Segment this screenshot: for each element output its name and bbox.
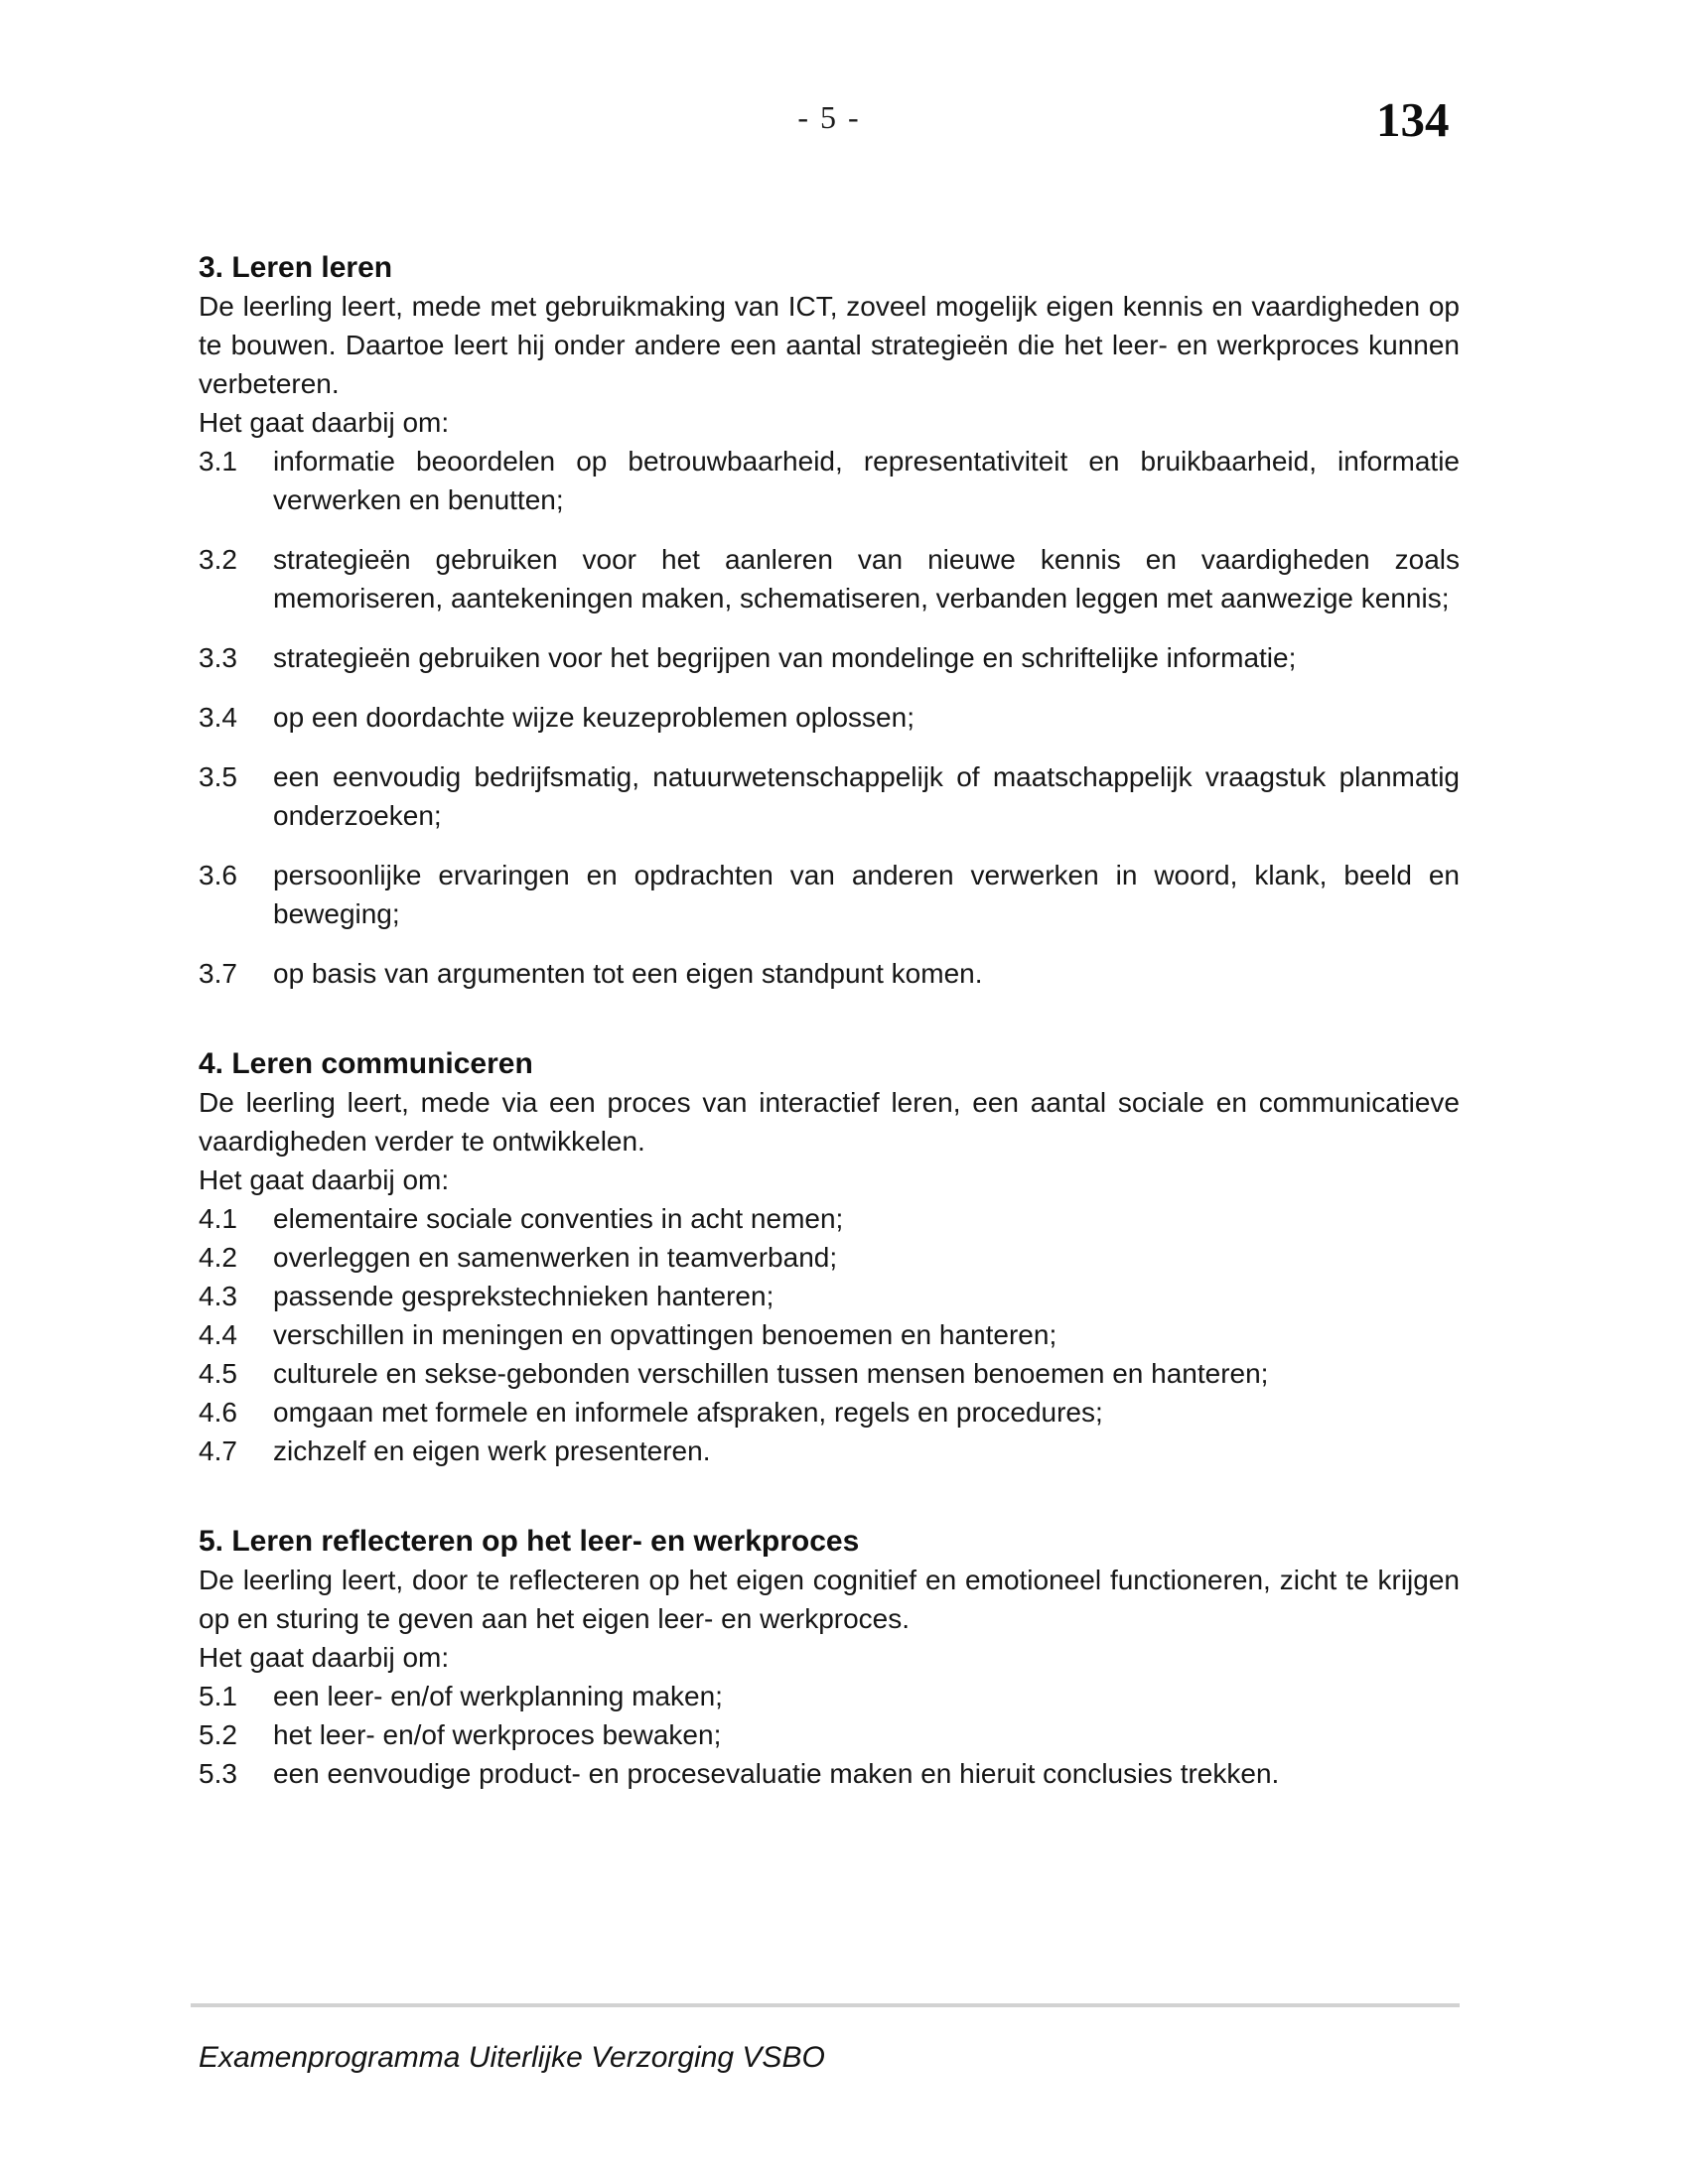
item-text: strategieën gebruiken voor het aanleren van nieuwe kennis en vaardigheden zoals memoriseren, aantekeningen maken, schematiseren, verbanden leggen met aanwezige kennis; [273,544,1460,614]
section-leadin: Het gaat daarbij om: [199,1164,450,1195]
item-text: zichzelf en eigen werk presenteren. [273,1435,711,1466]
item-number: 5.1 [199,1681,237,1711]
list-item [199,442,1460,519]
stamp-number: 134 [1376,92,1450,147]
item-list [199,1677,1460,1793]
section-leren-communiceren [199,1044,1460,1470]
item-text: op een doordachte wijze keuzeproblemen oplossen; [273,702,914,733]
document-content [199,248,1460,1793]
list-item [199,1432,1460,1470]
item-text: op basis van argumenten tot een eigen standpunt komen. [273,958,983,989]
item-number: 3.6 [199,860,237,890]
item-number: 3.2 [199,544,237,575]
section-heading: 3. Leren leren [199,251,393,284]
list-item [199,1199,1460,1238]
item-list [199,442,1460,993]
section-heading: 5. Leren reflecteren op het leer- en werkproces [199,1525,860,1558]
list-item [199,638,1460,677]
section-intro: De leerling leert, door te reflecteren op het eigen cognitief en emotioneel functioneren, zicht te krijgen op en sturing te geven aan het eigen leer- en werkproces. [199,1565,1460,1634]
item-list [199,1199,1460,1470]
item-number: 3.1 [199,446,237,477]
item-number: 5.3 [199,1758,237,1789]
item-number: 4.4 [199,1319,237,1350]
list-item [199,1677,1460,1715]
footer-rule [191,2003,1460,2007]
list-item [199,1354,1460,1393]
list-item [199,1754,1460,1793]
item-number: 4.7 [199,1435,237,1466]
page-number: - 5 - [797,99,861,135]
list-item [199,954,1460,993]
section-heading: 4. Leren communiceren [199,1047,533,1080]
section-leadin: Het gaat daarbij om: [199,1642,450,1673]
item-text: persoonlijke ervaringen en opdrachten van anderen verwerken in woord, klank, beeld en beweging; [273,860,1460,929]
list-item [199,1277,1460,1315]
item-number: 4.3 [199,1281,237,1311]
list-item [199,1393,1460,1432]
section-leadin: Het gaat daarbij om: [199,407,450,438]
item-text: het leer- en/of werkproces bewaken; [273,1719,722,1750]
list-item [199,1238,1460,1277]
item-text: passende gesprekstechnieken hanteren; [273,1281,774,1311]
footer-title: Examenprogramma Uiterlijke Verzorging VSBO [199,2041,825,2074]
item-number: 3.5 [199,761,237,792]
item-text: verschillen in meningen en opvattingen benoemen en hanteren; [273,1319,1057,1350]
item-number: 3.4 [199,702,237,733]
item-text: culturele en sekse-gebonden verschillen tussen mensen benoemen en hanteren; [273,1358,1269,1389]
section-leren-leren [199,248,1460,993]
item-number: 4.6 [199,1397,237,1428]
list-item [199,1715,1460,1754]
section-leren-reflecteren [199,1522,1460,1793]
item-text: een eenvoudige product- en procesevaluatie maken en hieruit conclusies trekken. [273,1758,1280,1789]
item-number: 4.5 [199,1358,237,1389]
item-number: 4.2 [199,1242,237,1273]
list-item [199,1315,1460,1354]
item-number: 3.3 [199,642,237,673]
item-text: strategieën gebruiken voor het begrijpen van mondelinge en schriftelijke informatie; [273,642,1297,673]
item-text: omgaan met formele en informele afspraken, regels en procedures; [273,1397,1103,1428]
list-item [199,856,1460,933]
item-number: 4.1 [199,1203,237,1234]
section-intro: De leerling leert, mede met gebruikmaking van ICT, zoveel mogelijk eigen kennis en vaardigheden op te bouwen. Daartoe leert hij onder andere een aantal strategieën die het leer- en werkproces kunnen verbeteren. [199,291,1460,399]
section-intro: De leerling leert, mede via een proces van interactief leren, een aantal sociale en communicatieve vaardigheden verder te ontwikkelen. [199,1087,1460,1157]
item-number: 3.7 [199,958,237,989]
item-number: 5.2 [199,1719,237,1750]
item-text: een leer- en/of werkplanning maken; [273,1681,723,1711]
item-text: een eenvoudig bedrijfsmatig, natuurwetenschappelijk of maatschappelijk vraagstuk planmatig onderzoeken; [273,761,1460,831]
list-item [199,698,1460,737]
item-text: informatie beoordelen op betrouwbaarheid, representativiteit en bruikbaarheid, informatie verwerken en benutten; [273,446,1460,515]
item-text: elementaire sociale conventies in acht nemen; [273,1203,844,1234]
list-item [199,540,1460,617]
item-text: overleggen en samenwerken in teamverband; [273,1242,838,1273]
list-item [199,757,1460,835]
